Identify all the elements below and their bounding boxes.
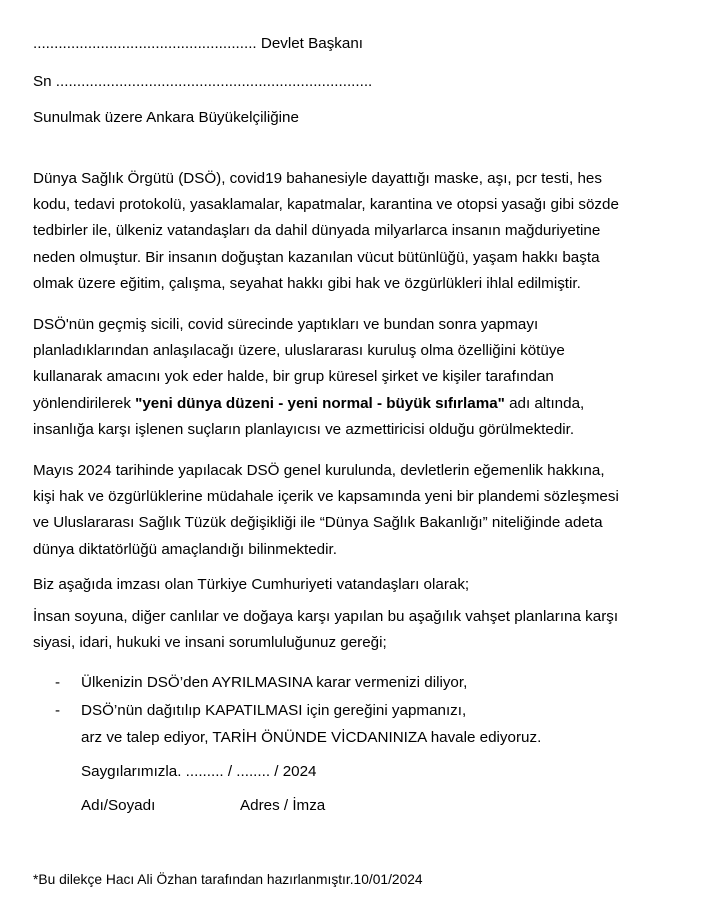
bold-slogan: "yeni dünya düzeni - yeni normal - büyük sıfırlama" — [135, 394, 505, 412]
paragraph-5-line: siyasi, idari, hukuki ve insani sorumluluğunuz gereği; — [33, 634, 387, 652]
paragraph-3-line: Mayıs 2024 tarihinde yapılacak DSÖ genel kurulunda, devletlerin eğemenlik hakkına, — [33, 462, 605, 479]
recipient-line: Sn ........................................................................... — [33, 73, 373, 90]
request-line: arz ve talep ediyor, TARİH ÖNÜNDE VİCDANINIZA havale ediyoruz. — [81, 729, 542, 746]
paragraph-2-line: planladıklarından anlaşılacağı üzere, uluslararası kuruluş olma özelliğini kötüye — [33, 342, 565, 360]
bullet-dash: - — [55, 674, 61, 691]
paragraph-1-line: tedbirler ile, ülkeniz vatandaşları da dahil dünyada milyarlarca insanın mağduriyetine — [33, 222, 601, 240]
paragraph-2 — [33, 312, 673, 443]
paragraph-2-line-4-suffix: adı altında, — [504, 394, 585, 412]
name-label: Adı/Soyadı — [81, 797, 156, 814]
paragraph-1-line: Dünya Sağlık Örgütü (DSÖ), covid19 bahanesiyle dayattığı maske, aşı, pcr testi, hes — [33, 170, 602, 187]
bullet-text: Ülkenizin DSÖ’den AYRILMASINA karar vermenizi diliyor, — [81, 674, 468, 691]
paragraph-1-line: neden olmuştur. Bir insanın doğuştan kazanılan vücut bütünlüğü, yaşam hakkı başta — [33, 248, 600, 266]
paragraph-4: Biz aşağıda imzası olan Türkiye Cumhuriyeti vatandaşları olarak; — [33, 576, 470, 593]
regards-line: Saygılarımızla. ......... / ........ / 2024 — [81, 763, 317, 780]
footnote: *Bu dilekçe Hacı Ali Özhan tarafından hazırlanmıştır.10/01/2024 — [33, 872, 423, 887]
paragraph-3-line: kişi hak ve özgürlüklerine müdahale içerik ve kapsamında yeni bir plandemi sözleşmesi — [33, 488, 619, 506]
paragraph-1-line: kodu, tedavi protokolü, yasaklamalar, kapatmalar, karantina ve otopsi yasağı gibi sözde — [33, 196, 619, 214]
paragraph-2-line: DSÖ'nün geçmiş sicili, covid sürecinde yaptıkları ve bundan sonra yapmayı — [33, 316, 539, 333]
paragraph-3 — [33, 458, 673, 563]
paragraph-1 — [33, 166, 673, 297]
paragraph-3-line: dünya diktatörlüğü amaçlandığı bilinmektedir. — [33, 540, 337, 558]
paragraph-3-line: ve Uluslararası Sağlık Tüzük değişikliği ile “Dünya Sağlık Bakanlığı” niteliğinde adeta — [33, 514, 603, 532]
paragraph-2-line — [33, 391, 673, 417]
paragraph-1-line: olmak üzere eğitim, çalışma, seyahat hakkı gibi hak ve özgürlükleri ihlal edilmiştir. — [33, 274, 581, 292]
bullet-text: DSÖ’nün dağıtılıp KAPATILMASI için gereğini yapmanızı, — [81, 702, 467, 719]
address-signature-label: Adres / İmza — [240, 797, 326, 814]
bullet-dash: - — [55, 702, 61, 719]
paragraph-5 — [33, 604, 673, 656]
paragraph-2-line: kullanarak amacını yok eder halde, bir grup küresel şirket ve kişiler tarafından — [33, 368, 554, 386]
paragraph-5-line: İnsan soyuna, diğer canlılar ve doğaya karşı yapılan bu aşağılık vahşet planlarına karşı — [33, 608, 619, 625]
paragraph-2-line-4-prefix: yönlendirilerek — [33, 394, 136, 412]
president-line: ..................................................... Devlet Başkanı — [33, 35, 364, 52]
submission-line: Sunulmak üzere Ankara Büyükelçiliğine — [33, 109, 299, 126]
paragraph-2-line: insanlığa karşı işlenen suçların planlayıcısı ve azmettiricisi olduğu görülmektedir. — [33, 420, 575, 438]
